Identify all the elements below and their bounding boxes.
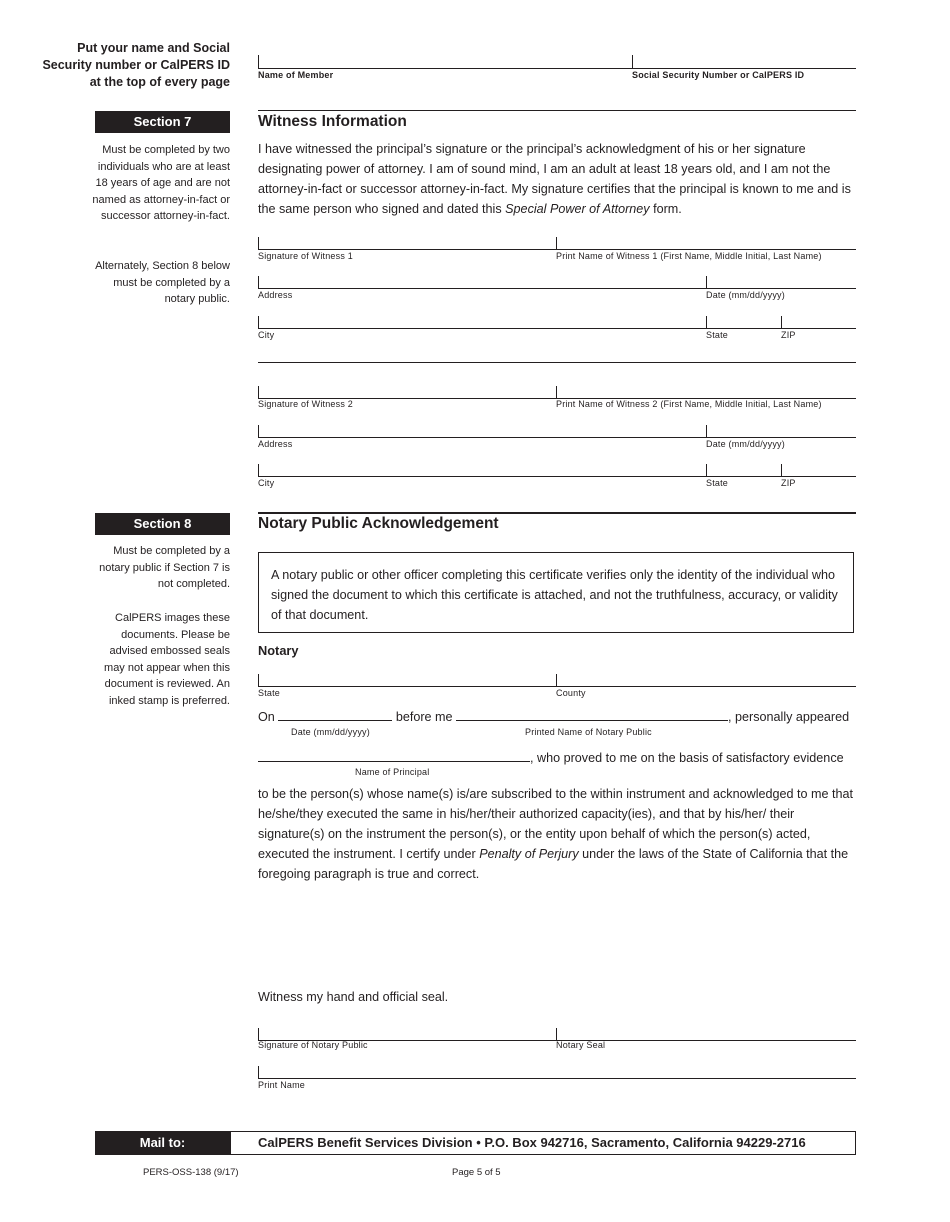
witness2-zip-label: ZIP [781, 478, 796, 488]
notary-heading: Notary [258, 643, 299, 658]
w2-zip-tick [781, 464, 782, 476]
section7-divider [258, 110, 856, 111]
witness1-signature-line[interactable] [258, 249, 856, 250]
witness1-date-label: Date (mm/dd/yyyy) [706, 290, 785, 300]
witness2-city-label: City [258, 478, 275, 488]
mailing-address: CalPERS Benefit Services Division • P.O. Box 942716, Sacramento, California 94229-2716 [230, 1131, 856, 1155]
notary-state-county-line[interactable] [258, 686, 856, 687]
principal-name-blank[interactable] [258, 749, 530, 762]
who-proved-text: , who proved to me on the basis of satisfactory evidence [530, 751, 844, 765]
print-name-label: Print Name [258, 1080, 306, 1090]
ssn-label: Social Security Number or CalPERS ID [632, 70, 805, 80]
section7-side-note-alt: Alternately, Section 8 below must be completed by a notary public. [95, 260, 230, 305]
notary-seal-label: Notary Seal [556, 1040, 606, 1050]
section7-body-text: I have witnessed the principal’s signature or the principal’s acknowledgment of his or her signature designating power of attorney. I am of sound mind, I am an adult at least 18 years old, and I am not the attorney-in-fact or successor attorney-in-fact. My signature certifies that the principal is known to me and is the same person who signed and dated this [258, 142, 851, 216]
penalty-of-perjury: Penalty of Perjury [479, 847, 579, 861]
w1-state-tick [706, 316, 707, 328]
notary-sig-tick [258, 1028, 259, 1040]
witness2-address-label: Address [258, 439, 293, 449]
notary-notice-box: A notary public or other officer completing this certificate verifies only the identity of the individual who signed the document to which this certificate is attached, and not the truthfulness, accuracy, or validity of that document. [258, 552, 854, 633]
witness1-address-line[interactable] [258, 288, 856, 289]
w2-addr-tick [258, 425, 259, 437]
ssn-field-tick [632, 55, 633, 68]
witness2-state-label: State [706, 478, 729, 488]
before-me-text: before me [395, 710, 453, 724]
witness1-print-name-label: Print Name of Witness 1 (First Name, Middle Initial, Last Name) [556, 251, 822, 261]
section7-tag: Section 7 [95, 111, 230, 133]
state-tick [258, 674, 259, 686]
w1-zip-tick [781, 316, 782, 328]
witness2-date-label: Date (mm/dd/yyyy) [706, 439, 785, 449]
name-field-tick [258, 55, 259, 68]
name-of-principal-label: Name of Principal [355, 767, 430, 777]
signature-notary-label: Signature of Notary Public [258, 1040, 368, 1050]
w2-state-tick [706, 464, 707, 476]
witness1-zip-label: ZIP [781, 330, 796, 340]
notary-paragraph-end: under the laws of the State of California that the foregoing paragraph is true and correct. [258, 847, 849, 881]
form-id: PERS-OSS-138 (9/17) [143, 1167, 239, 1178]
section7-body [258, 139, 858, 219]
principal-row [258, 749, 844, 765]
witness1-city-label: City [258, 330, 275, 340]
top-instruction: Put your name and Social Security number or CalPERS ID at the top of every page [42, 41, 230, 89]
witness1-state-label: State [706, 330, 729, 340]
section7-title: Witness Information [258, 113, 407, 130]
county-tick [556, 674, 557, 686]
notary-paragraph [258, 784, 854, 884]
witness-hand-text: Witness my hand and official seal. [258, 990, 449, 1004]
section7-side-note: Must be completed by two individuals who are at least 18 years of age and are not named as attorney-in-fact or successor attorney-in-fact. [92, 144, 230, 222]
w1-city-tick [258, 316, 259, 328]
w1-name-tick [556, 237, 557, 249]
member-id-line[interactable] [258, 68, 856, 69]
section8-side-note-images: CalPERS images these documents. Please be advised embossed seals may not appear when this document is reviewed. An inked stamp is preferred. [104, 612, 230, 707]
personally-appeared-text: , personally appeared [728, 710, 850, 724]
name-of-member-label: Name of Member [258, 70, 334, 80]
notary-print-name-line[interactable] [258, 1078, 856, 1079]
w2-city-tick [258, 464, 259, 476]
acknowledgement-date-blank[interactable] [278, 708, 392, 721]
witness-separator [258, 362, 856, 363]
witness1-city-line[interactable] [258, 328, 856, 329]
w1-sig-tick [258, 237, 259, 249]
mail-to-tag: Mail to: [95, 1131, 230, 1155]
section8-divider [258, 512, 856, 514]
printed-name-notary-label: Printed Name of Notary Public [525, 727, 652, 737]
on-before-me-row [258, 708, 849, 724]
witness2-address-line[interactable] [258, 437, 856, 438]
ack-date-label: Date (mm/dd/yyyy) [291, 727, 370, 737]
section8-tag: Section 8 [95, 513, 230, 535]
witness2-city-line[interactable] [258, 476, 856, 477]
notary-paragraph-text: to be the person(s) whose name(s) is/are subscribed to the within instrument and acknowledged to me that he/she/they executed the same in his/her/their authorized capacity(ies), and that by his/her/ their signature(s) on the instrument the person(s), or the entity upon behalf of which the person(s) acted, executed the instrument. I certify under [258, 787, 854, 861]
witness1-signature-label: Signature of Witness 1 [258, 251, 353, 261]
section8-title: Notary Public Acknowledgement [258, 515, 499, 532]
section7-body-italic: Special Power of Attorney [505, 202, 650, 216]
w1-addr-tick [258, 276, 259, 288]
notary-county-label: County [556, 688, 586, 698]
notary-name-blank[interactable] [456, 708, 728, 721]
w1-date-tick [706, 276, 707, 288]
w2-sig-tick [258, 386, 259, 398]
witness2-print-name-label: Print Name of Witness 2 (First Name, Middle Initial, Last Name) [556, 399, 822, 409]
w2-date-tick [706, 425, 707, 437]
print-name-tick [258, 1066, 259, 1078]
witness1-address-label: Address [258, 290, 293, 300]
page-number: Page 5 of 5 [452, 1167, 501, 1178]
section7-body-end: form. [653, 202, 682, 216]
on-text: On [258, 710, 275, 724]
w2-name-tick [556, 386, 557, 398]
notary-seal-tick [556, 1028, 557, 1040]
section8-side-note: Must be completed by a notary public if Section 7 is not completed. [99, 545, 230, 590]
witness2-signature-label: Signature of Witness 2 [258, 399, 353, 409]
notary-state-label: State [258, 688, 281, 698]
